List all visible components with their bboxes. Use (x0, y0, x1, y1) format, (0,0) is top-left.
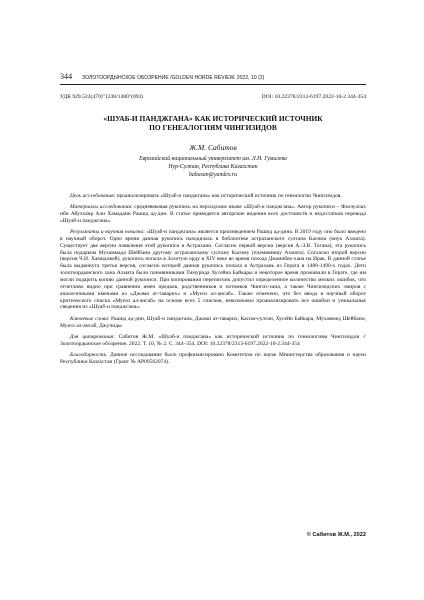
author-email: babasan@yandex.ru (189, 171, 237, 178)
header-rule (60, 84, 366, 85)
udc-code: УДК 929.522(470)"1238/1480"(093) (60, 94, 144, 100)
citation-label: Для цитирования (70, 333, 114, 340)
article-title-line-2: ПО ГЕНЕАЛОГИЯМ ЧИНГИЗИДОВ (149, 123, 277, 132)
journal-title: ЗОЛОТООРДЫНСКОЕ ОБОЗРЕНИЕ /GOLDEN HORDE REVIEW. 2022, 10 (2) (82, 75, 265, 81)
abstract-materials (60, 204, 366, 225)
article-title-line-1: «ШУАБ-И ПАНДЖГАНА» КАК ИСТОРИЧЕСКИЙ ИСТОЧНИК (103, 114, 323, 123)
author-affiliation (60, 156, 366, 180)
abstract (60, 193, 366, 366)
affiliation-university: Евразийский национальный университет им. Л.Н. Гумилева (139, 156, 287, 162)
abstract-acknowledgement (60, 352, 366, 366)
acknowledgement-label: Благодарность (70, 352, 106, 359)
citation-text: : Сабитов Ж.М. «Шуаб-и панджгана» как исторический источник по генеалогиям Чингизидов // Золотоордынское обозрение. 2022. Т. 10, № 2. С. 344–354. DOI: 10.22378/2313-6197.2022-10-2.344-354 (60, 333, 366, 347)
copyright-notice: © Сабитов Ж.М., 2022 (306, 532, 366, 538)
affiliation-location: Нур-Султан, Республика Казахстан (168, 163, 258, 170)
abstract-citation (60, 334, 366, 348)
running-head (60, 72, 366, 81)
abstract-keywords (60, 316, 366, 330)
keywords-label: Ключевые слова (70, 315, 108, 322)
acknowledgement-text: . Данное исследование было профинансировано Комитетом по науке Министерства образования и науки Республики Казахстан (Грант № AP09562074). (60, 352, 366, 365)
results-label: Результаты и научная новизна (70, 229, 144, 236)
aim-text: : проанализировать «Шуаб-и панджгана» как исторический источник по генеалогии Чингизидов. (113, 192, 342, 199)
keywords-text: : Рашид ад-дин, Шуаб-и панджгана, Джами ат-таварих, Касим-султан, Хусейн Байкара, Мухаммед Шейбани, Муизз ал-ансаб, Джучиды (60, 315, 367, 329)
article-title (60, 114, 366, 132)
article-identifiers (60, 94, 366, 100)
results-text: : «Шуаб-и панджгана» является произведением Рашид ад-дина. В 2019 году оно было введено в научный оборот. Одно время данная рукопись находилась в библиотеке астраханского султана Касима (внук Ахмата). Существует две версии появления этой рукописи в Астрахани. Согласно первой версии (версия А.-З.В. Тогана), эта рукопись была подарком Мухаммада Шейбани другому астраханскому султану Касиму (племяннику Ахмата). Согласно второй версии (версия Ч.И. Хамидовой), рукопись попала в Золотую орду в XIV веке во время похода Джанибек-хана на Ирак. В данной статье была выдвинута третья версия, согласно которой данная рукопись попала в Астрахань из Герата в 1480-1490-х годах. Дети золотоордынского хана Ахмата были племянниками Тимурида Хусейна Байкары и некоторое время проживали в Герате, где им могли подарить копию данной рукописи. При копировании переписчик допустил определенное количество мелких ошибок, что отчетливо видно при сравнении имен предков, родственников и потомков Чингиз-хана, а также Чингизидских эмиров с аналогичными именами из «Джами ат-таварих» и «Муизз ал-ансаб». Также отмечено, что без ввода в научный оборот критического списка «Муизз ал-ансаб» на основе всех 5 списков, невозможно проанализировать все ошибки и уникальные сведения из «Шуаб-и панджгана». (60, 229, 366, 311)
abstract-aim (60, 193, 366, 200)
materials-text: : средневековая рукопись на персидском языке «Шуаб-и панджгана». Автор рукописи – Фазлуллах ибн Абулхаир Али Хамадани Рашид ад-дин. В статье приводятся авторские видения всех достоинств и недостатков перевода «Шуаб-и панджгана». (60, 204, 366, 224)
author-name: Ж.М. Сабитов (189, 143, 237, 152)
abstract-results (60, 229, 366, 311)
page-number: 344 (60, 72, 73, 81)
materials-label: Материалы исследования (70, 204, 131, 211)
aim-label: Цель исследования (70, 192, 114, 199)
doi-code: DOI: 10.22378/2313-6197.2022-10-2.344-354 (261, 94, 366, 100)
